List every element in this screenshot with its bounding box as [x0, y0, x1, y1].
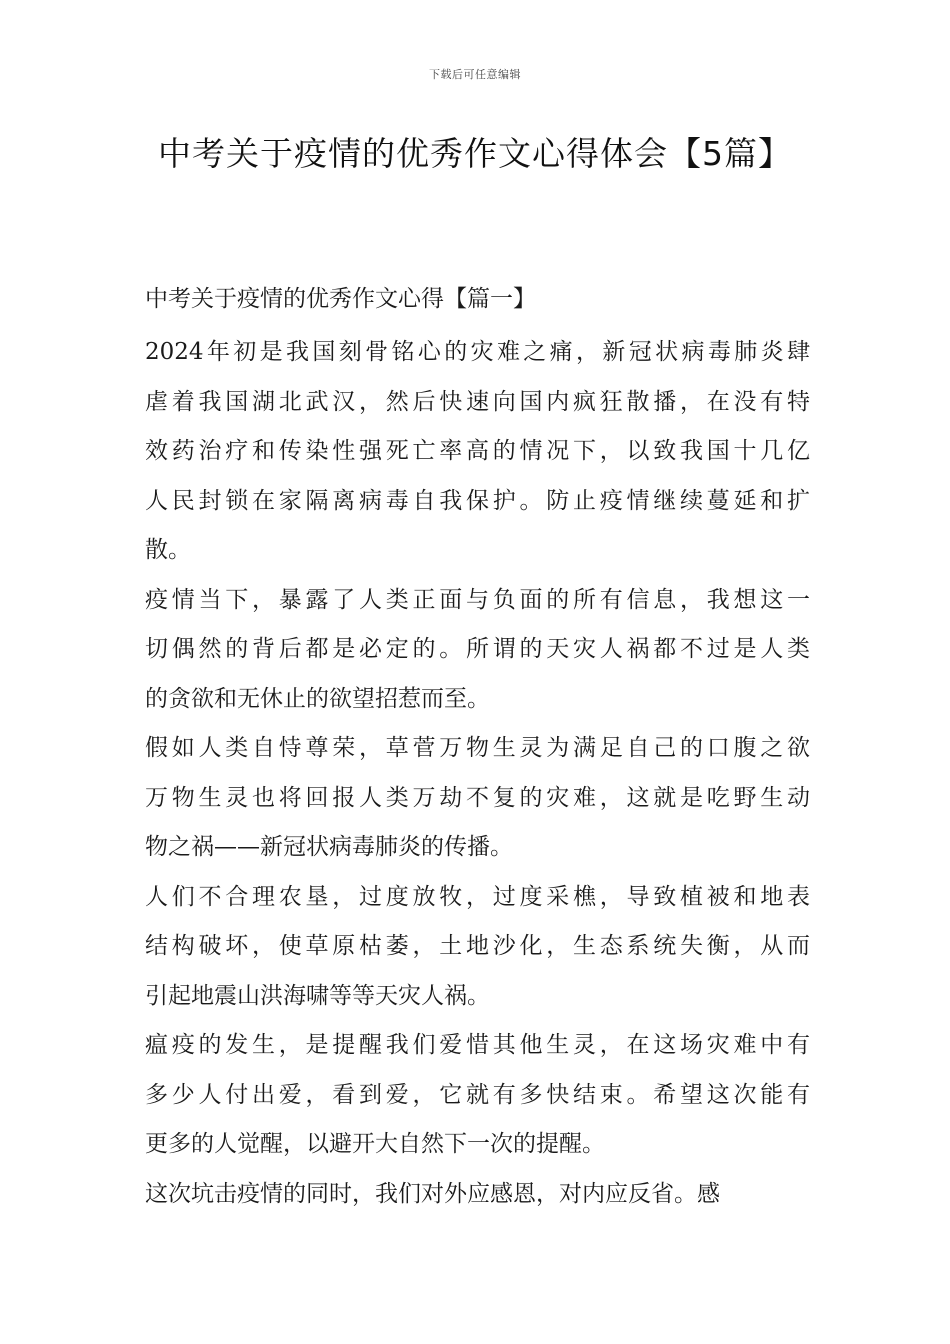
paragraph-line: 瘟疫的发生，是提醒我们爱惜其他生灵，在这场灾难中有	[145, 1032, 810, 1058]
paragraph-line: 假如人类自恃尊荣，草菅万物生灵为满足自己的口腹之欲	[145, 735, 810, 761]
paragraph	[145, 1021, 810, 1170]
paragraph-line: 引起地震山洪海啸等等天灾人祸。	[145, 982, 490, 1009]
paragraph-line: 虐着我国湖北武汉，然后快速向国内疯狂散播，在没有特	[145, 388, 810, 415]
paragraph-line: 人们不合理农垦，过度放牧，过度采樵，导致植被和地表	[145, 883, 810, 910]
paragraph	[145, 328, 810, 576]
paragraph-line: 效药治疗和传染性强死亡率高的情况下，以致我国十几亿	[145, 438, 810, 464]
paragraph-line: 切偶然的背后都是必定的。所谓的天灾人祸都不过是人类	[145, 636, 810, 662]
paragraph-line: 结构破坏，使草原枯萎，土地沙化，生态系统失衡，从而	[145, 933, 810, 959]
paragraph-list	[145, 328, 810, 1219]
paragraph	[145, 1170, 810, 1220]
document-title: 中考关于疫情的优秀作文心得体会【5篇】	[158, 134, 792, 173]
paragraph-line: 2024年初是我国刻骨铭心的灾难之痛，新冠状病毒肺炎肆	[145, 339, 810, 365]
section-title: 中考关于疫情的优秀作文心得【篇一】	[145, 286, 536, 312]
paragraph	[145, 576, 810, 725]
paragraph-line: 多少人付出爱，看到爱，它就有多快结束。希望这次能有	[145, 1081, 810, 1108]
paragraph-line: 疫情当下，暴露了人类正面与负面的所有信息，我想这一	[145, 586, 810, 613]
paragraph	[145, 873, 810, 1022]
header-note: 下载后可任意编辑	[429, 68, 521, 81]
paragraph-line: 的贪欲和无休止的欲望招惹而至。	[145, 685, 490, 712]
paragraph-line: 更多的人觉醒，以避开大自然下一次的提醒。	[145, 1131, 605, 1157]
paragraph-line: 散。	[145, 537, 191, 563]
paragraph-line: 物之祸——新冠状病毒肺炎的传播。	[145, 834, 513, 860]
paragraph-line: 人民封锁在家隔离病毒自我保护。防止疫情继续蔓延和扩	[145, 487, 810, 514]
paragraph-line: 万物生灵也将回报人类万劫不复的灾难，这就是吃野生动	[145, 784, 810, 811]
paragraph	[145, 724, 810, 873]
document-body	[145, 280, 810, 1219]
paragraph-line: 这次坑击疫情的同时，我们对外应感恩，对内应反省。感	[145, 1180, 720, 1207]
